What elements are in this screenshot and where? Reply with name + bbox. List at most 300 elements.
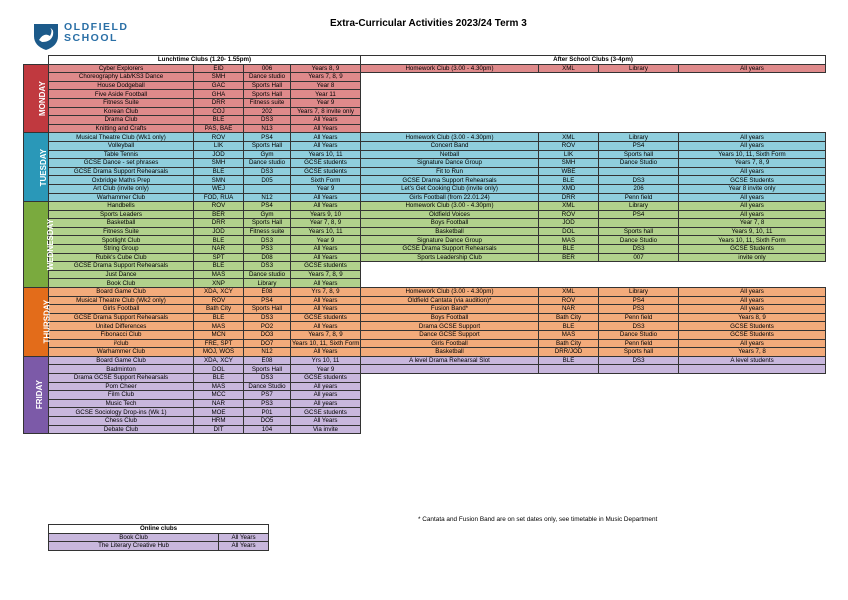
after-staff-code: JOD — [539, 219, 599, 228]
staff-code: MCN — [194, 331, 244, 340]
year-groups: All Years — [291, 193, 361, 202]
empty-cell — [679, 90, 826, 99]
room: P01 — [244, 408, 291, 417]
year-groups: Years 7, 8, 9 — [291, 270, 361, 279]
day-label-text: MONDAY — [37, 81, 47, 116]
table-row — [24, 176, 826, 185]
after-activity-name: Oldfield Cantata (via audition)* — [361, 296, 539, 305]
empty-cell — [539, 279, 599, 288]
activity-name: Warhammer Club — [49, 193, 194, 202]
staff-code: SMH — [194, 73, 244, 82]
activity-name: GCSE Drama Support Rehearsals — [49, 313, 194, 322]
after-staff-code: BLE — [539, 356, 599, 365]
year-groups: All Years — [291, 305, 361, 314]
activity-name: Korean Club — [49, 107, 194, 116]
activity-name: Oxbridge Maths Prep — [49, 176, 194, 185]
staff-code: WEJ — [194, 184, 244, 193]
room: Dance studio — [244, 270, 291, 279]
staff-code: BLE — [194, 116, 244, 125]
after-activity-name: Boys Football — [361, 313, 539, 322]
staff-code: EID — [194, 64, 244, 73]
staff-code: MOJ, WOS — [194, 348, 244, 357]
after-room: 007 — [599, 253, 679, 262]
year-groups: Year 7, 8, 9 — [291, 219, 361, 228]
empty-cell — [361, 373, 539, 382]
after-staff-code: LIK — [539, 150, 599, 159]
staff-code: MOE — [194, 408, 244, 417]
staff-code: HRM — [194, 416, 244, 425]
year-groups: Sixth Form — [291, 176, 361, 185]
staff-code: SMH — [194, 159, 244, 168]
table-row — [24, 262, 826, 271]
room: Sports Hall — [244, 90, 291, 99]
activity-name: GCSE Dance - set phrases — [49, 159, 194, 168]
activity-name: GCSE Sociology Drop-ins (Wk 1) — [49, 408, 194, 417]
room: Sports Hall — [244, 365, 291, 374]
after-activity-name: Signature Dance Group — [361, 159, 539, 168]
staff-code: MAS — [194, 270, 244, 279]
after-activity-name: Homework Club (3.00 - 4.30pm) — [361, 64, 539, 73]
staff-code: XNP — [194, 279, 244, 288]
activity-name: GCSE Drama Support Rehearsals — [49, 167, 194, 176]
empty-cell — [539, 373, 599, 382]
year-groups: GCSE students — [291, 313, 361, 322]
table-row — [24, 202, 826, 211]
table-row — [24, 219, 826, 228]
after-year-groups: GCSE Students — [679, 245, 826, 254]
after-year-groups: All years — [679, 210, 826, 219]
after-room: Library — [599, 288, 679, 297]
table-row — [24, 116, 826, 125]
year-groups: All Years — [291, 133, 361, 142]
after-room: DS3 — [599, 245, 679, 254]
day-label-thu — [24, 288, 52, 357]
year-groups: All Years — [291, 124, 361, 133]
room: PS3 — [244, 245, 291, 254]
activity-name: Board Game Club — [49, 356, 194, 365]
after-year-groups: All years — [679, 288, 826, 297]
staff-code: BLE — [194, 313, 244, 322]
activity-name: Warhammer Club — [49, 348, 194, 357]
school-name-line1: OLDFIELD — [64, 21, 129, 33]
empty-cell — [539, 425, 599, 434]
after-room: Dance Studio — [599, 236, 679, 245]
activity-name: House Dodgeball — [49, 81, 194, 90]
after-activity-name: Let's Get Cooking Club (invite only) — [361, 184, 539, 193]
year-groups: Yrs 10, 11 — [291, 356, 361, 365]
empty-cell — [679, 373, 826, 382]
table-row — [24, 159, 826, 168]
after-staff-code — [539, 365, 599, 374]
online-clubs-title: Online clubs — [49, 525, 269, 534]
after-staff-code: XML — [539, 288, 599, 297]
after-staff-code: XML — [539, 64, 599, 73]
empty-cell — [599, 124, 679, 133]
table-row — [24, 193, 826, 202]
after-staff-code: ROV — [539, 141, 599, 150]
after-activity-name: Basketball — [361, 348, 539, 357]
empty-cell — [679, 116, 826, 125]
room: Sports Hall — [244, 305, 291, 314]
year-groups: All Years — [291, 322, 361, 331]
activity-name: Debate Club — [49, 425, 194, 434]
after-activity-name: Sports Leadership Club — [361, 253, 539, 262]
room: DO3 — [244, 331, 291, 340]
after-staff-code: Bath City — [539, 339, 599, 348]
staff-code: BLE — [194, 262, 244, 271]
after-activity-name: Fit to Run — [361, 167, 539, 176]
room: Dance studio — [244, 159, 291, 168]
after-room: Library — [599, 133, 679, 142]
room: PS4 — [244, 296, 291, 305]
empty-cell — [679, 124, 826, 133]
activity-name: Handbells — [49, 202, 194, 211]
empty-cell — [539, 81, 599, 90]
staff-code: JOD — [194, 150, 244, 159]
after-staff-code: WBE — [539, 167, 599, 176]
table-row — [24, 313, 826, 322]
staff-code: BLE — [194, 167, 244, 176]
staff-code: XDA, XCY — [194, 356, 244, 365]
table-row — [24, 133, 826, 142]
staff-code: FRE, SPT — [194, 339, 244, 348]
activity-name: Five Aside Football — [49, 90, 194, 99]
after-staff-code: DOL — [539, 227, 599, 236]
after-room — [599, 365, 679, 374]
empty-cell — [599, 416, 679, 425]
empty-cell — [679, 382, 826, 391]
activity-name: Spotlight Club — [49, 236, 194, 245]
activity-name: Board Game Club — [49, 288, 194, 297]
year-groups: Years 8, 9 — [291, 64, 361, 73]
table-row — [24, 141, 826, 150]
activity-name: Chess Club — [49, 416, 194, 425]
table-row — [24, 305, 826, 314]
table-row — [24, 382, 826, 391]
room: DS3 — [244, 313, 291, 322]
staff-code: MCC — [194, 391, 244, 400]
after-room: 206 — [599, 184, 679, 193]
table-row — [24, 210, 826, 219]
table-row — [24, 81, 826, 90]
empty-cell — [539, 382, 599, 391]
after-room: Penn field — [599, 313, 679, 322]
empty-cell — [361, 107, 539, 116]
room: Sports Hall — [244, 219, 291, 228]
table-row — [24, 296, 826, 305]
day-label-mon — [24, 64, 49, 133]
empty-cell — [539, 90, 599, 99]
year-groups: GCSE students — [291, 159, 361, 168]
room: DO7 — [244, 339, 291, 348]
activity-name: Volleyball — [49, 141, 194, 150]
table-row — [24, 391, 826, 400]
activity-name: Musical Theatre Club (Wk1 only) — [49, 133, 194, 142]
activity-name: Art Club (invite only) — [49, 184, 194, 193]
empty-cell — [679, 399, 826, 408]
empty-cell — [361, 279, 539, 288]
after-staff-code: DRR — [539, 193, 599, 202]
year-groups: Year 9 — [291, 184, 361, 193]
lunchtime-header: Lunchtime Clubs (1.20- 1.55pm) — [49, 56, 361, 65]
year-groups: GCSE students — [291, 373, 361, 382]
after-activity-name: A level Drama Rehearsal Slot — [361, 356, 539, 365]
after-activity-name: Homework Club (3.00 - 4.30pm) — [361, 288, 539, 297]
empty-cell — [599, 262, 679, 271]
room: N12 — [244, 348, 291, 357]
table-row — [24, 322, 826, 331]
empty-cell — [539, 270, 599, 279]
after-staff-code: ROV — [539, 296, 599, 305]
after-room: PS4 — [599, 141, 679, 150]
after-year-groups: All years — [679, 64, 826, 73]
after-room: DS3 — [599, 322, 679, 331]
activity-name: United Differences — [49, 322, 194, 331]
after-room — [599, 219, 679, 228]
empty-cell — [679, 107, 826, 116]
table-row — [24, 416, 826, 425]
empty-cell — [361, 270, 539, 279]
table-row — [24, 107, 826, 116]
after-year-groups: Years 10, 11, Sixth Form — [679, 236, 826, 245]
activities-table — [23, 55, 826, 434]
table-row — [24, 408, 826, 417]
room: PO2 — [244, 322, 291, 331]
after-year-groups: Years 9, 10, 11 — [679, 227, 826, 236]
after-staff-code: XMD — [539, 184, 599, 193]
room: 202 — [244, 107, 291, 116]
after-staff-code: Bath City — [539, 313, 599, 322]
page-title: Extra-Curricular Activities 2023/24 Term 3 — [330, 18, 527, 29]
empty-cell — [539, 408, 599, 417]
room: Dance studio — [244, 73, 291, 82]
after-year-groups — [679, 365, 826, 374]
empty-cell — [599, 408, 679, 417]
footnote: * Cantata and Fusion Band are on set dates only, see timetable in Music Department — [418, 516, 658, 523]
staff-code: ROV — [194, 296, 244, 305]
after-room: PS4 — [599, 210, 679, 219]
empty-cell — [679, 270, 826, 279]
staff-code: BLE — [194, 373, 244, 382]
table-row — [24, 245, 826, 254]
staff-code: FOD, RUA — [194, 193, 244, 202]
year-groups: Via invite — [291, 425, 361, 434]
after-room: Dance Studio — [599, 159, 679, 168]
staff-code: DRR — [194, 219, 244, 228]
year-groups: All Years — [291, 141, 361, 150]
year-groups: Year 8 — [291, 81, 361, 90]
after-year-groups: All years — [679, 141, 826, 150]
after-room: Library — [599, 202, 679, 211]
room: Sports Hall — [244, 81, 291, 90]
after-year-groups: All years — [679, 202, 826, 211]
activity-name: Rubik's Cube Club — [49, 253, 194, 262]
table-row — [24, 184, 826, 193]
room: DS3 — [244, 167, 291, 176]
staff-code: SPT — [194, 253, 244, 262]
year-groups: Years 7, 8 invite only — [291, 107, 361, 116]
table-row — [24, 236, 826, 245]
table-row — [24, 356, 826, 365]
table-row — [24, 253, 826, 262]
activity-name: Music Tech — [49, 399, 194, 408]
empty-cell — [599, 73, 679, 82]
staff-code: MAS — [194, 322, 244, 331]
after-activity-name: Signature Dance Group — [361, 236, 539, 245]
empty-cell — [679, 81, 826, 90]
online-club-name: Book Club — [49, 533, 219, 542]
online-clubs-table — [48, 524, 269, 551]
empty-cell — [679, 73, 826, 82]
staff-code: PAS, BAE — [194, 124, 244, 133]
empty-cell — [361, 81, 539, 90]
activity-name: Table Tennis — [49, 150, 194, 159]
table-row — [24, 98, 826, 107]
table-row — [24, 73, 826, 82]
empty-cell — [599, 98, 679, 107]
empty-cell — [361, 262, 539, 271]
activity-name: Fitness Suite — [49, 98, 194, 107]
table-row — [24, 124, 826, 133]
day-label-wed — [24, 202, 56, 288]
after-school-header: After School Clubs (3-4pm) — [361, 56, 826, 65]
after-staff-code: NAR — [539, 305, 599, 314]
after-activity-name — [361, 365, 539, 374]
staff-code: SMN — [194, 176, 244, 185]
after-activity-name: Basketball — [361, 227, 539, 236]
staff-code: GHA — [194, 90, 244, 99]
empty-cell — [361, 399, 539, 408]
activity-name: Fibonacci Club — [49, 331, 194, 340]
staff-code: DOL — [194, 365, 244, 374]
empty-cell — [599, 391, 679, 400]
empty-cell — [679, 262, 826, 271]
after-activity-name: Girls Football (from 22.01.24) — [361, 193, 539, 202]
room: Fitness suite — [244, 98, 291, 107]
activity-name: Knitting and Crafts — [49, 124, 194, 133]
after-activity-name: Oldfield Voices — [361, 210, 539, 219]
after-year-groups: All years — [679, 133, 826, 142]
empty-cell — [361, 382, 539, 391]
table-row — [24, 373, 826, 382]
activity-name: Girls Football — [49, 305, 194, 314]
activity-name: Just Dance — [49, 270, 194, 279]
empty-cell — [599, 90, 679, 99]
year-groups: Year 9 — [291, 365, 361, 374]
room: DS3 — [244, 116, 291, 125]
activity-name: GCSE Drama Support Rehearsals — [49, 262, 194, 271]
empty-cell — [539, 116, 599, 125]
staff-code: ROV — [194, 133, 244, 142]
room: PS7 — [244, 391, 291, 400]
table-row — [24, 331, 826, 340]
after-staff-code: BLE — [539, 245, 599, 254]
room: Sports Hall — [244, 141, 291, 150]
table-row — [24, 90, 826, 99]
empty-cell — [539, 399, 599, 408]
room: PS4 — [244, 202, 291, 211]
staff-code: ROV — [194, 202, 244, 211]
after-staff-code: BLE — [539, 176, 599, 185]
empty-cell — [599, 382, 679, 391]
staff-code: LIK — [194, 141, 244, 150]
after-room: Sports hall — [599, 227, 679, 236]
staff-code: Bath City — [194, 305, 244, 314]
year-groups: Years 10, 11, Sixth Form — [292, 339, 360, 347]
staff-code: DRR — [194, 98, 244, 107]
day-label-text: WEDNESDAY — [46, 218, 56, 271]
room: D05 — [244, 176, 291, 185]
staff-code: XDA, XCY — [194, 288, 244, 297]
after-activity-name: GCSE Drama Support Rehearsals — [361, 245, 539, 254]
empty-cell — [679, 98, 826, 107]
table-row — [24, 339, 826, 348]
activity-name: i²club — [49, 339, 194, 348]
year-groups: All Years — [291, 348, 361, 357]
after-room: Penn field — [599, 193, 679, 202]
year-groups: GCSE students — [291, 167, 361, 176]
after-year-groups: Year 8 invite only — [679, 184, 826, 193]
staff-code: BER — [194, 210, 244, 219]
year-groups: Years 7, 8, 9 — [291, 73, 361, 82]
empty-cell — [361, 408, 539, 417]
column-header-row — [24, 56, 826, 65]
after-year-groups: Years 7, 8, 9 — [679, 159, 826, 168]
after-year-groups: All years — [679, 305, 826, 314]
table-row — [24, 279, 826, 288]
empty-cell — [599, 425, 679, 434]
activity-name: Badminton — [49, 365, 194, 374]
room: 006 — [244, 64, 291, 73]
after-activity-name: Homework Club (3.00 - 4.30pm) — [361, 133, 539, 142]
after-room: DS3 — [599, 176, 679, 185]
empty-cell — [361, 124, 539, 133]
room: PS4 — [244, 133, 291, 142]
after-year-groups: All years — [679, 296, 826, 305]
after-activity-name: Boys Football — [361, 219, 539, 228]
empty-cell — [361, 90, 539, 99]
after-year-groups: GCSE Students — [679, 322, 826, 331]
activity-name: Cyber Explorers — [49, 64, 194, 73]
school-name-line2: SCHOOL — [64, 32, 118, 44]
year-groups: All Years — [291, 416, 361, 425]
table-row — [24, 288, 826, 297]
after-room: Dance Studio — [599, 331, 679, 340]
after-room — [599, 167, 679, 176]
after-staff-code: MAS — [539, 331, 599, 340]
room: N12 — [244, 193, 291, 202]
online-club-name: The Literary Creative Hub — [49, 542, 219, 551]
day-label-tue — [24, 133, 49, 202]
staff-code: MAS — [194, 382, 244, 391]
table-row — [24, 365, 826, 374]
after-year-groups: Years 10, 11, Sixth Form — [679, 150, 826, 159]
activity-name: Sports Leaders — [49, 210, 194, 219]
activity-name: Choreography Lab/KS3 Dance — [49, 73, 194, 82]
after-year-groups: Years 8, 9 — [679, 313, 826, 322]
empty-cell — [599, 279, 679, 288]
after-room: PS3 — [599, 305, 679, 314]
empty-cell — [361, 425, 539, 434]
empty-cell — [599, 270, 679, 279]
year-groups: All Years — [291, 279, 361, 288]
empty-cell — [599, 116, 679, 125]
year-groups: All years — [291, 399, 361, 408]
day-label-text: FRIDAY — [34, 380, 44, 410]
staff-code: NAR — [194, 245, 244, 254]
empty-cell — [361, 98, 539, 107]
after-year-groups: GCSE Students — [679, 331, 826, 340]
